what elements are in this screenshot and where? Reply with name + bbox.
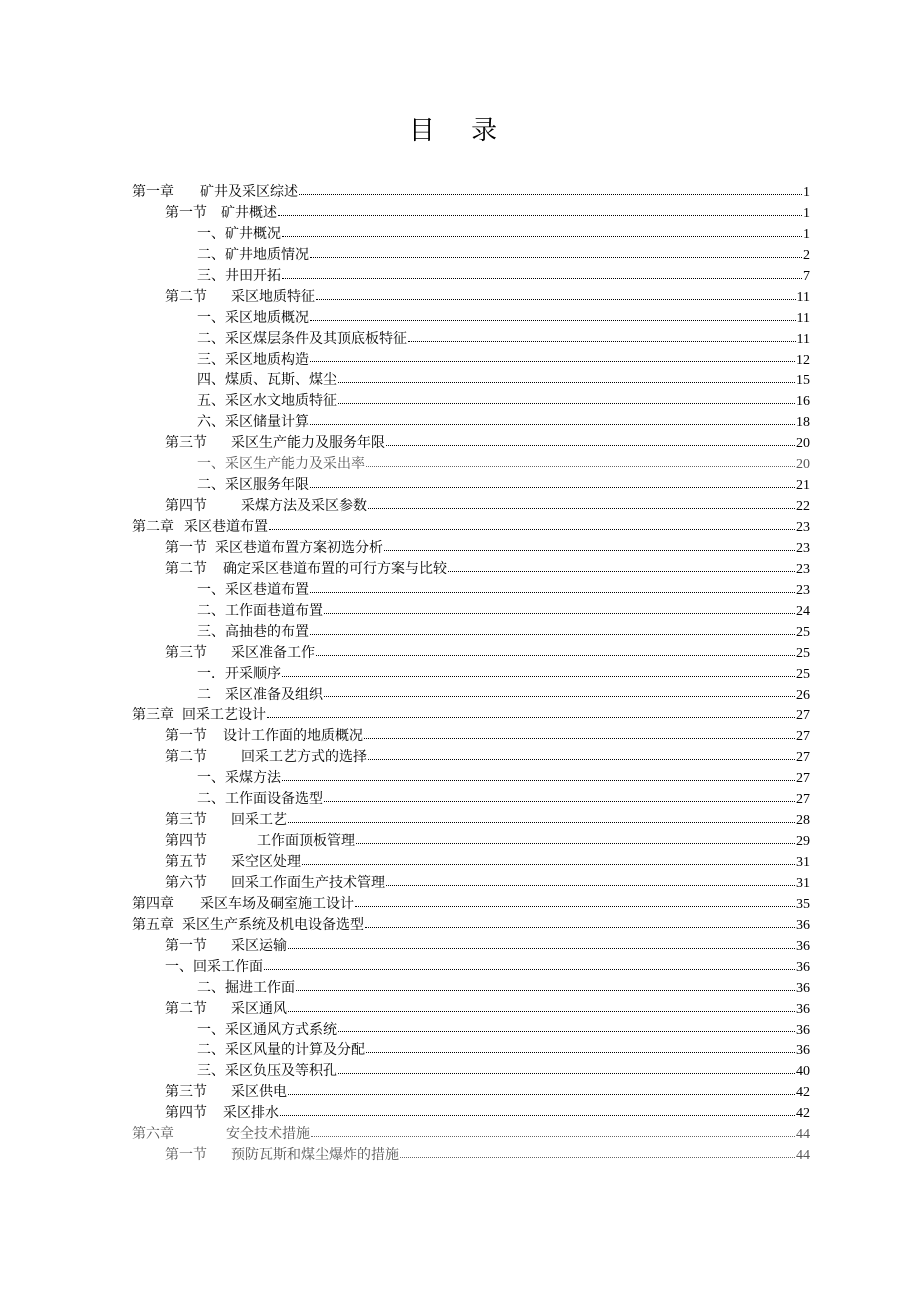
- dot-leader: [310, 320, 796, 321]
- dot-leader: [310, 257, 802, 258]
- toc-entry[interactable]: [132, 245, 810, 266]
- toc-entry-text: 三、采区负压及等积孔: [197, 1063, 337, 1080]
- dot-leader: [280, 1115, 795, 1116]
- toc-page-number: 15: [796, 373, 810, 389]
- dot-leader: [384, 550, 795, 551]
- toc-page-number: 44: [796, 1127, 810, 1143]
- toc-entry[interactable]: [132, 1040, 810, 1061]
- dot-leader: [310, 487, 795, 488]
- toc-entry-label: 第六节: [165, 874, 207, 891]
- toc-entry-text: 回采工艺: [231, 812, 287, 829]
- toc-page-number: 7: [803, 268, 810, 284]
- toc-entry-label: 第四节: [165, 498, 207, 515]
- toc-entry-text: 回采工艺设计: [182, 707, 266, 724]
- toc-entry-label: 第二节: [165, 560, 207, 577]
- dot-leader: [269, 529, 795, 530]
- toc-entry-text: 三、高抽巷的布置: [197, 623, 309, 640]
- toc-entry-text: 二、工作面巷道布置: [197, 602, 323, 619]
- toc-entry-label: 第三节: [165, 644, 207, 661]
- toc-entry-text: 一、矿井概况: [197, 225, 281, 242]
- toc-entry-text: 一、采区巷道布置: [197, 581, 309, 598]
- toc-entry[interactable]: [132, 1020, 810, 1041]
- toc-entry-text: 矿井概述: [221, 204, 277, 221]
- toc-entry-label: 第一节: [165, 539, 207, 556]
- toc-page-number: 23: [796, 561, 810, 577]
- toc-entry-title: [197, 266, 281, 287]
- toc-entry-text: 采区生产能力及服务年限: [231, 435, 385, 452]
- toc-entry-text: 采空区处理: [231, 854, 301, 870]
- dot-leader: [316, 655, 795, 656]
- toc-entry[interactable]: [132, 475, 810, 496]
- toc-entry[interactable]: [132, 1061, 810, 1082]
- toc-entry[interactable]: [132, 768, 810, 789]
- toc-entry-title: [165, 936, 287, 957]
- toc-entry[interactable]: [132, 1103, 810, 1124]
- toc-entry-text: 二、采区煤层条件及其顶底板特征: [197, 330, 407, 347]
- toc-entry-label: 第三节: [165, 1084, 207, 1101]
- toc-entry-title: [197, 224, 281, 245]
- toc-entry-title: [165, 1103, 279, 1124]
- toc-entry[interactable]: [132, 370, 810, 391]
- toc-page-number: 25: [796, 666, 810, 682]
- toc-page-number: 36: [796, 1001, 810, 1017]
- dot-leader: [324, 801, 795, 802]
- toc-page-number: 26: [796, 687, 810, 703]
- toc-page-number: 35: [796, 896, 810, 912]
- toc-entry[interactable]: [132, 182, 810, 203]
- toc-entry[interactable]: [132, 391, 810, 412]
- toc-entry[interactable]: [132, 999, 810, 1020]
- toc-entry-title: [197, 685, 323, 706]
- toc-entry-text: 四、煤质、瓦斯、煤尘: [197, 372, 337, 389]
- toc-entry[interactable]: [132, 643, 810, 664]
- toc-entry-title: [165, 852, 301, 873]
- toc-page-number: 1: [803, 205, 810, 221]
- toc-entry-text: 采区巷道布置方案初选分析: [215, 539, 383, 556]
- toc-entry-title: [197, 664, 281, 685]
- toc-page-number: 11: [796, 331, 810, 347]
- dot-leader: [288, 1011, 795, 1012]
- toc-entry[interactable]: [132, 266, 810, 287]
- toc-entry[interactable]: [132, 1082, 810, 1103]
- toc-entry-text: 一．开采顺序: [197, 665, 281, 682]
- toc-entry-title: [165, 873, 385, 894]
- toc-entry-text: 采区准备工作: [231, 644, 315, 661]
- toc-entry[interactable]: [132, 559, 810, 580]
- toc-page-number: 27: [796, 771, 810, 787]
- toc-entry[interactable]: [132, 1145, 810, 1166]
- dot-leader: [316, 299, 796, 300]
- toc-entry-title: [165, 831, 355, 852]
- toc-entry-text: 一、采区地质概况: [197, 309, 309, 326]
- table-of-contents: [132, 182, 810, 1166]
- toc-entry-label: 第二节: [165, 749, 207, 766]
- toc-entry[interactable]: [132, 203, 810, 224]
- toc-entry-label: 第四章: [132, 895, 174, 912]
- toc-entry-text: 三、井田开拓: [197, 267, 281, 284]
- toc-entry-title: [197, 412, 309, 433]
- toc-entry-text: 一、回采工作面: [165, 958, 263, 975]
- dot-leader: [366, 1052, 795, 1053]
- toc-page-number: 36: [796, 917, 810, 933]
- dot-leader: [310, 634, 795, 635]
- toc-entry[interactable]: [132, 894, 810, 915]
- toc-page-number: 31: [796, 875, 810, 891]
- toc-entry-text: 二、工作面设备选型: [197, 791, 323, 808]
- toc-entry-text: 采区排水: [223, 1105, 279, 1122]
- toc-page-number: 23: [796, 540, 810, 556]
- toc-page-number: 25: [796, 645, 810, 661]
- toc-entry-title: [165, 1145, 399, 1166]
- toc-entry-text: 一、采煤方法: [197, 770, 281, 787]
- dot-leader: [267, 717, 795, 718]
- toc-entry-title: [197, 601, 323, 622]
- toc-entry-title: [197, 350, 309, 371]
- toc-entry-title: [197, 1020, 337, 1041]
- toc-entry-label: 第一节: [165, 728, 207, 745]
- toc-page-number: 36: [796, 959, 810, 975]
- toc-page-number: 12: [796, 352, 810, 368]
- dot-leader: [386, 445, 795, 446]
- toc-entry-label: 第四节: [165, 833, 207, 850]
- toc-entry[interactable]: [132, 580, 810, 601]
- dot-leader: [310, 361, 795, 362]
- toc-entry-text: 二 采区准备及组织: [197, 686, 323, 703]
- toc-entry-title: [197, 370, 337, 391]
- dot-leader: [299, 194, 802, 195]
- toc-entry-text: 确定采区巷道布置的可行方案与比较: [223, 560, 447, 577]
- dot-leader: [282, 236, 802, 237]
- toc-entry-text: 工作面顶板管理: [257, 833, 355, 850]
- toc-entry-label: 第一章: [132, 184, 174, 200]
- toc-entry[interactable]: [132, 685, 810, 706]
- toc-entry-text: 采区通风: [231, 1000, 287, 1017]
- toc-page-number: 20: [796, 436, 810, 452]
- dot-leader: [338, 1073, 795, 1074]
- toc-entry[interactable]: [132, 329, 810, 350]
- toc-entry-title: [165, 999, 287, 1020]
- toc-entry-text: 采区运输: [231, 937, 287, 954]
- toc-page-number: 27: [796, 729, 810, 745]
- toc-entry[interactable]: [132, 664, 810, 685]
- toc-page-number: 42: [796, 1106, 810, 1122]
- toc-entry-title: [165, 810, 287, 831]
- toc-page-number: 1: [803, 185, 810, 200]
- dot-leader: [338, 1031, 795, 1032]
- toc-entry-title: [197, 475, 309, 496]
- toc-page-number: 11: [796, 289, 810, 305]
- toc-entry-label: 第二章: [132, 519, 174, 535]
- toc-entry[interactable]: [132, 705, 810, 726]
- toc-entry-text: 回采工艺方式的选择: [241, 749, 367, 766]
- dot-leader: [400, 1157, 795, 1158]
- toc-entry-text: 预防瓦斯和煤尘爆炸的措施: [231, 1147, 399, 1164]
- dot-leader: [366, 466, 795, 467]
- toc-entry[interactable]: [132, 308, 810, 329]
- toc-entry-text: 回采工作面生产技术管理: [231, 874, 385, 891]
- toc-entry-text: 一、采区通风方式系统: [197, 1021, 337, 1038]
- toc-entry[interactable]: [132, 789, 810, 810]
- dot-leader: [278, 215, 802, 216]
- toc-entry[interactable]: [132, 412, 810, 433]
- page-title: 目 录: [408, 116, 512, 146]
- toc-entry-text: 采区地质特征: [231, 288, 315, 305]
- toc-entry[interactable]: [132, 433, 810, 454]
- dot-leader: [310, 424, 795, 425]
- toc-entry-title: [165, 287, 315, 308]
- toc-entry-label: 第一节: [165, 204, 207, 221]
- toc-entry-title: [132, 182, 298, 203]
- toc-entry-label: 第二节: [165, 1000, 207, 1017]
- dot-leader: [356, 843, 795, 844]
- toc-page-number: 36: [796, 1022, 810, 1038]
- toc-entry[interactable]: [132, 852, 810, 873]
- toc-entry-text: 采区巷道布置: [184, 519, 268, 535]
- toc-page-number: 36: [796, 980, 810, 996]
- toc-entry[interactable]: [132, 957, 810, 978]
- toc-entry-text: 矿井及采区综述: [200, 184, 298, 200]
- toc-entry-title: [165, 203, 277, 224]
- toc-entry-title: [197, 245, 309, 266]
- toc-page-number: 25: [796, 624, 810, 640]
- toc-entry-title: [197, 768, 281, 789]
- dot-leader: [448, 571, 795, 572]
- toc-entry[interactable]: [132, 224, 810, 245]
- toc-entry-title: [197, 454, 365, 475]
- toc-entry-title: [132, 1124, 310, 1145]
- dot-leader: [324, 696, 795, 697]
- dot-leader: [302, 864, 795, 865]
- toc-entry-title: [132, 517, 268, 538]
- dot-leader: [288, 822, 795, 823]
- toc-entry-label: 第三节: [165, 435, 207, 452]
- toc-entry-label: 第一节: [165, 1147, 207, 1164]
- toc-entry-title: [165, 726, 363, 747]
- toc-entry[interactable]: [132, 747, 810, 768]
- toc-page-number: 20: [796, 457, 810, 473]
- toc-entry-title: [197, 622, 309, 643]
- toc-entry[interactable]: [132, 517, 810, 538]
- toc-entry-title: [132, 705, 266, 726]
- toc-page-number: 11: [796, 310, 810, 326]
- dot-leader: [324, 613, 795, 614]
- toc-page-number: 29: [796, 834, 810, 850]
- toc-entry[interactable]: [132, 1124, 810, 1145]
- toc-entry[interactable]: [132, 810, 810, 831]
- toc-entry-text: 二、掘进工作面: [197, 979, 295, 996]
- dot-leader: [311, 1136, 795, 1137]
- dot-leader: [365, 927, 795, 928]
- toc-entry-title: [197, 1040, 365, 1061]
- toc-entry[interactable]: [132, 287, 810, 308]
- toc-entry-title: [197, 1061, 337, 1082]
- dot-leader: [368, 759, 795, 760]
- toc-entry[interactable]: [132, 496, 810, 517]
- toc-page-number: 42: [796, 1085, 810, 1101]
- dot-leader: [408, 341, 796, 342]
- dot-leader: [368, 508, 795, 509]
- toc-page-number: 1: [803, 226, 810, 242]
- toc-entry-text: 采区供电: [231, 1084, 287, 1101]
- dot-leader: [338, 403, 795, 404]
- dot-leader: [296, 990, 795, 991]
- dot-leader: [310, 592, 795, 593]
- toc-entry[interactable]: [132, 622, 810, 643]
- toc-entry-label: 第三章: [132, 707, 174, 724]
- toc-page-number: 16: [796, 394, 810, 410]
- toc-entry-label: 第一节: [165, 937, 207, 954]
- toc-entry-title: [165, 643, 315, 664]
- toc-entry[interactable]: [132, 454, 810, 475]
- toc-entry-text: 采煤方法及采区参数: [241, 498, 367, 515]
- toc-page-number: 2: [803, 247, 810, 263]
- dot-leader: [282, 676, 795, 677]
- toc-entry-label: 第三节: [165, 812, 207, 829]
- toc-entry-title: [197, 789, 323, 810]
- toc-entry-title: [165, 496, 367, 517]
- toc-entry-text: 三、采区地质构造: [197, 351, 309, 368]
- toc-page-number: 40: [796, 1064, 810, 1080]
- toc-page-number: 27: [796, 792, 810, 808]
- toc-entry-label: 第五节: [165, 854, 207, 870]
- toc-entry[interactable]: [132, 915, 810, 936]
- toc-entry-title: [165, 538, 383, 559]
- toc-entry-title: [165, 1082, 287, 1103]
- dot-leader: [364, 738, 795, 739]
- toc-entry-title: [165, 433, 385, 454]
- dot-leader: [338, 382, 795, 383]
- toc-entry-title: [197, 580, 309, 601]
- toc-page-number: 27: [796, 708, 810, 724]
- toc-entry-text: 六、采区储量计算: [197, 414, 309, 431]
- dot-leader: [282, 278, 802, 279]
- toc-entry-text: 一、采区生产能力及采出率: [197, 456, 365, 473]
- toc-page-number: 44: [796, 1148, 810, 1164]
- toc-page-number: 27: [796, 750, 810, 766]
- toc-entry-label: 第四节: [165, 1105, 207, 1122]
- toc-entry-text: 五、采区水文地质特征: [197, 393, 337, 410]
- toc-entry[interactable]: [132, 538, 810, 559]
- toc-entry[interactable]: [132, 936, 810, 957]
- toc-page-number: 18: [796, 415, 810, 431]
- toc-entry-title: [197, 329, 407, 350]
- toc-entry-title: [165, 747, 367, 768]
- toc-entry-title: [197, 978, 295, 999]
- dot-leader: [288, 1094, 795, 1095]
- toc-entry-text: 采区车场及硐室施工设计: [200, 895, 354, 912]
- toc-entry[interactable]: [132, 978, 810, 999]
- toc-entry[interactable]: [132, 831, 810, 852]
- toc-entry-text: 设计工作面的地质概况: [223, 728, 363, 745]
- toc-entry-label: 第五章: [132, 916, 174, 933]
- toc-entry-title: [132, 894, 354, 915]
- toc-entry[interactable]: [132, 726, 810, 747]
- toc-entry-text: 安全技术措施: [226, 1126, 310, 1143]
- toc-page-number: 22: [796, 499, 810, 515]
- toc-entry-label: 第二节: [165, 288, 207, 305]
- toc-entry-text: 采区生产系统及机电设备选型: [182, 916, 364, 933]
- toc-entry-title: [197, 308, 309, 329]
- toc-entry-text: 二、采区风量的计算及分配: [197, 1042, 365, 1059]
- toc-page-number: 36: [796, 1043, 810, 1059]
- toc-entry[interactable]: [132, 873, 810, 894]
- toc-entry-text: 二、矿井地质情况: [197, 246, 309, 263]
- toc-entry-title: [197, 391, 337, 412]
- dot-leader: [355, 906, 795, 907]
- dot-leader: [288, 948, 795, 949]
- toc-page-number: 21: [796, 478, 810, 494]
- dot-leader: [282, 780, 795, 781]
- toc-page-number: 28: [796, 813, 810, 829]
- toc-page-number: 23: [796, 520, 810, 535]
- toc-entry-label: 第六章: [132, 1126, 174, 1143]
- toc-entry-title: [165, 559, 447, 580]
- toc-page-number: 36: [796, 938, 810, 954]
- toc-entry[interactable]: [132, 350, 810, 371]
- dot-leader: [264, 969, 795, 970]
- dot-leader: [386, 885, 795, 886]
- toc-entry[interactable]: [132, 601, 810, 622]
- toc-page-number: 31: [796, 855, 810, 870]
- toc-entry-text: 二、采区服务年限: [197, 477, 309, 494]
- toc-page-number: 24: [796, 603, 810, 619]
- toc-entry-title: [165, 957, 263, 978]
- toc-entry-title: [132, 915, 364, 936]
- toc-page-number: 23: [796, 582, 810, 598]
